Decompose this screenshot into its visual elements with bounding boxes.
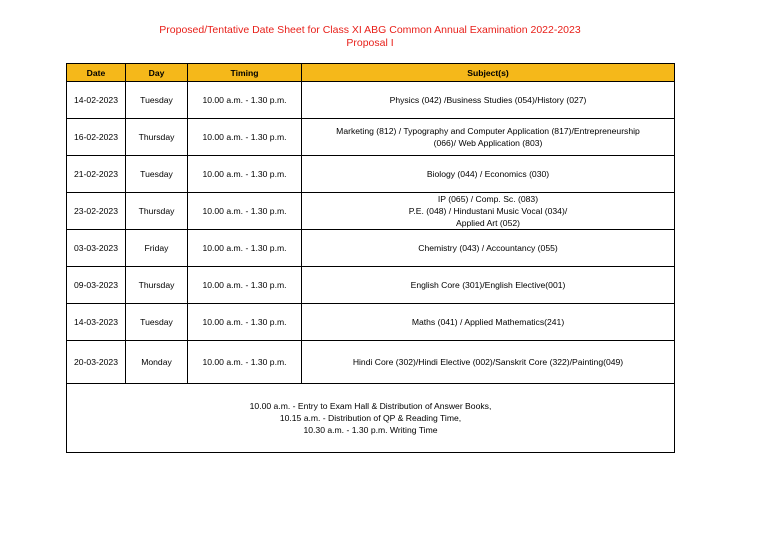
subject-line: Hindi Core (302)/Hindi Elective (002)/Sanskrit Core (322)/Painting(049): [352, 357, 624, 367]
table-row: [67, 230, 675, 267]
date-sheet-table: [66, 63, 675, 453]
date-cell: 16-02-2023: [67, 119, 126, 156]
column-header-subjects: Subject(s): [302, 64, 675, 82]
subjects-cell: [302, 156, 675, 193]
table-row: [67, 341, 675, 384]
table-row: [67, 267, 675, 304]
timing-notes-row: [67, 384, 675, 453]
day-cell: Tuesday: [126, 82, 188, 119]
subjects-cell: [302, 341, 675, 384]
subject-line: Maths (041) / Applied Mathematics(241): [411, 317, 565, 327]
date-cell: 14-02-2023: [67, 82, 126, 119]
day-cell: Tuesday: [126, 304, 188, 341]
day-cell: Friday: [126, 230, 188, 267]
timing-cell: 10.00 a.m. - 1.30 p.m.: [188, 230, 302, 267]
table-row: [67, 304, 675, 341]
timing-cell: 10.00 a.m. - 1.30 p.m.: [188, 82, 302, 119]
timing-cell: 10.00 a.m. - 1.30 p.m.: [188, 341, 302, 384]
subject-line: Chemistry (043) / Accountancy (055): [418, 243, 558, 253]
subjects-cell: [302, 267, 675, 304]
timing-cell: 10.00 a.m. - 1.30 p.m.: [188, 193, 302, 230]
date-cell: 03-03-2023: [67, 230, 126, 267]
date-cell: 23-02-2023: [67, 193, 126, 230]
subject-line: Applied Art (052): [455, 218, 520, 228]
timing-notes-cell: [67, 384, 675, 453]
timing-cell: 10.00 a.m. - 1.30 p.m.: [188, 119, 302, 156]
day-cell: Thursday: [126, 267, 188, 304]
table-row: [67, 193, 675, 230]
column-header-day: Day: [126, 64, 188, 82]
day-cell: Thursday: [126, 193, 188, 230]
table-row: [67, 82, 675, 119]
subjects-cell: [302, 304, 675, 341]
day-cell: Tuesday: [126, 156, 188, 193]
note-line: 10.30 a.m. - 1.30 p.m. Writing Time: [303, 425, 438, 435]
sheet-title: Proposed/Tentative Date Sheet for Class XI ABG Common Annual Examination 2022-2023: [159, 24, 581, 36]
table-row: [67, 156, 675, 193]
day-cell: Thursday: [126, 119, 188, 156]
subject-line: Biology (044) / Economics (030): [426, 169, 550, 179]
date-cell: 21-02-2023: [67, 156, 126, 193]
subjects-cell: [302, 230, 675, 267]
date-cell: 09-03-2023: [67, 267, 126, 304]
timing-cell: 10.00 a.m. - 1.30 p.m.: [188, 304, 302, 341]
proposal-label: Proposal I: [346, 37, 394, 49]
subject-line: P.E. (048) / Hindustani Music Vocal (034)/: [408, 206, 568, 216]
note-line: 10.00 a.m. - Entry to Exam Hall & Distribution of Answer Books,: [249, 401, 492, 411]
date-cell: 20-03-2023: [67, 341, 126, 384]
timing-cell: 10.00 a.m. - 1.30 p.m.: [188, 156, 302, 193]
subjects-cell: [302, 119, 675, 156]
table-header-row: [67, 64, 675, 82]
table-row: [67, 119, 675, 156]
subject-line: English Core (301)/English Elective(001): [410, 280, 566, 290]
day-cell: Monday: [126, 341, 188, 384]
subjects-cell: [302, 193, 675, 230]
note-line: 10.15 a.m. - Distribution of QP & Reading Time,: [279, 413, 462, 423]
timing-cell: 10.00 a.m. - 1.30 p.m.: [188, 267, 302, 304]
column-header-date: Date: [67, 64, 126, 82]
subject-line: Physics (042) /Business Studies (054)/History (027): [389, 95, 587, 105]
subject-line: Marketing (812) / Typography and Computer Application (817)/Entrepreneurship: [336, 126, 640, 136]
date-cell: 14-03-2023: [67, 304, 126, 341]
column-header-timing: Timing: [188, 64, 302, 82]
subjects-cell: [302, 82, 675, 119]
subject-line: IP (065) / Comp. Sc. (083): [437, 194, 539, 204]
subject-line: (066)/ Web Application (803): [433, 138, 543, 148]
